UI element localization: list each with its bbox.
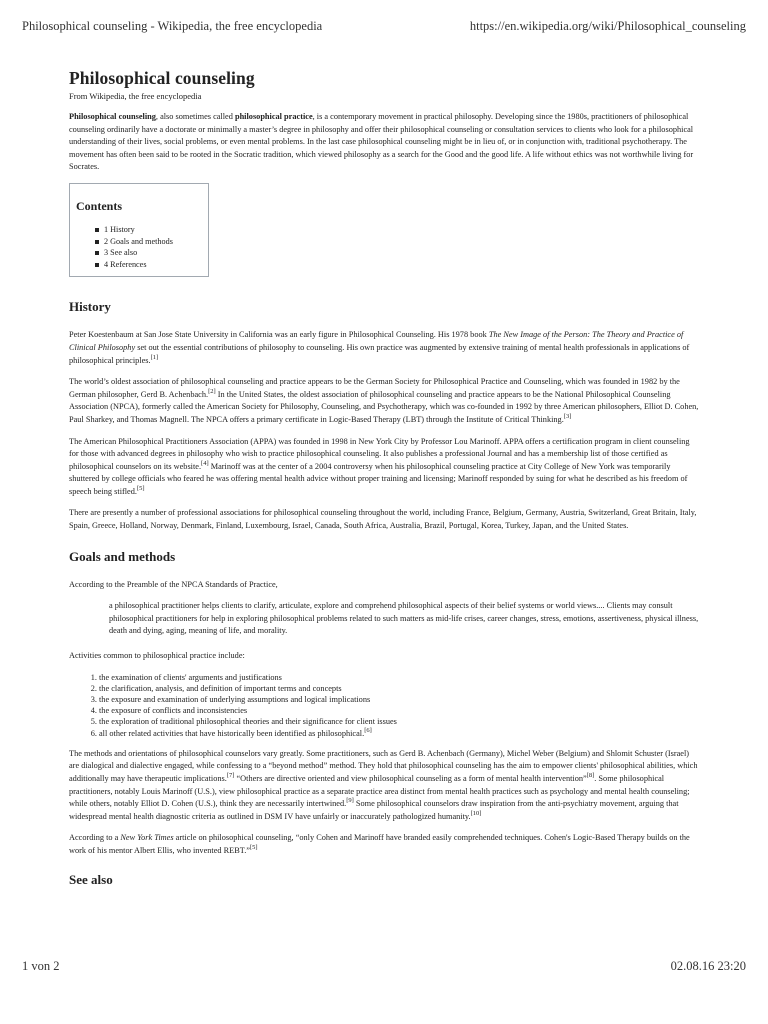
intro-paragraph: Philosophical counseling, also sometimes called philosophical practice, is a contemporary movement in practical philosophy. Developing since the 1980s, practitioners of philosophical counseling ordinarily have a doctorate or minimally a master’s degree in philosophy and offer their philosophical counseling or consultation services to clients who look for a philosophical understanding of their lives, social problems, or even mental problems. In the last case philosophical counseling might be in lieu of, or in conjunction with, traditional psychotherapy. The movement has often been said to be rooted in the Socratic tradition, which viewed philosophy as a search for the Good and the good life. A life without ethics was not worthwhile living for Socrates. [69,112,694,172]
print-header-title: Philosophical counseling - Wikipedia, the free encyclopedia [22,19,323,33]
toc-item-history[interactable]: 1 History [104,224,208,236]
activities-list [69,672,699,739]
toc-item-see-also[interactable]: 3 See also [104,247,208,259]
goals-heading: Goals and methods [69,548,176,564]
print-footer-page: 1 von 2 [22,959,60,973]
toc-item-goals[interactable]: 2 Goals and methods [104,236,208,248]
print-footer-timestamp: 02.08.16 23:20 [670,959,746,973]
goals-paragraph-3: The methods and orientations of philosophical counselors vary greatly. Some practitioners, such as Gerd B. Achenbach (Germany), Michel Weber (Belgium) and Shlomit Schuster (Israel) are dialogical and dialective engaged, while confessing to a “beyond method” method. They hold that philosophical counseling has the aim to empower clients' philosophical abilities, which additionally may have therapeutic implications.[7] “Others are directive oriented and view philosophical counseling as a form of mental health intervention”[8]. Some philosophical practitioners, notably Louis Marinoff (U.S.), view philosophical practice as a separate practice area distinct from mental health practices such as psychology and mental health counseling; while others, notably Elliot D. Cohen (U.S.), think they are necessarily intertwined.[9] Some philosophical counselors draw inspiration from the anti-psychiatry movement, arguing that widespread mental health diagnostic criteria as outlined in DSM IV have unfairly or inaccurately pathologized humanity.[10] [69,748,698,821]
reference-link[interactable]: [5] [136,485,145,493]
book-title: The New Image of the Person: The Theory and Practice of Clinical Philosophy [69,330,684,352]
reference-link[interactable]: [1] [150,353,159,361]
reference-link[interactable]: [6] [364,726,372,734]
table-of-contents [69,183,209,277]
list-item: 4. the exposure of conflicts and inconsistencies [99,705,699,716]
reference-link[interactable]: [9] [346,797,354,805]
goals-paragraph-1: According to the Preamble of the NPCA Standards of Practice, [69,579,278,589]
history-paragraph-3: The American Philosophical Practitioners Association (APPA) was founded in 1998 in New York City by Professor Lou Marinoff. APPA offers a certification program in client counseling for those with advanced degrees in philosophy who wish to practice philosophical counseling. It also publishes a professional Journal and has a membership list of those certified as philosophical counselors on its website.[4] Marinoff was at the center of a 2004 controversy when his philosophical counseling practice at City College of New York was temporarily shuttered by college officials who feared he was offering mental health advice without proper training and licensing; Marinoff responded by suing for what he described as his freedom of speech being stifled.[5] [69,436,690,496]
npca-quote: a philosophical practitioner helps clients to clarify, articulate, explore and comprehend philosophical aspects of their belief systems or world views.... Clients may consult philosophical practitioners for help in exploring philosophical problems related to such matters as mid-life crises, career changes, stress, emotions, assertiveness, physical illness, death and dying, aging, meaning of life, and morality. [109,601,699,636]
see-also-heading: See also [69,871,113,887]
toc-list [76,224,208,270]
history-paragraph-2: The world’s oldest association of philosophical counseling and practice appears to be the German Society for Philosophical Practice and Counseling, which was founded in 1982 by the German philosopher, Gerd B. Achenbach.[2] In the United States, the oldest association of philosophical counseling and practice appears to be the National Philosophical Counseling Association (NPCA), formerly called the American Society for Philosophy, Counseling, and Psychotherapy, which was co-founded in 1992 by three American philosophers, Elliot D. Cohen, Paul Sharkey, and Thomas Magnell. The NPCA offers a primary certificate in Logic-Based Therapy (LBT) through the Institute of Critical Thinking.[3] [69,377,699,424]
toc-item-references[interactable]: 4 References [104,259,208,271]
intro-term: Philosophical counseling [69,112,156,121]
goals-paragraph-4: According to a New York Times article on philosophical counseling, “only Cohen and Marinoff have branded easily comprehended techniques. Cohen's Logic-Based Therapy builds on the work of his mentor Albert Ellis, who invented REBT.”[5] [69,833,690,855]
reference-link[interactable]: [2] [208,387,216,395]
article-content [69,68,699,902]
reference-link[interactable]: [5] [249,844,258,852]
history-heading: History [69,299,111,315]
publication-name: New York Times [120,833,174,843]
intro-alt-term: philosophical practice [234,112,313,121]
goals-paragraph-2: Activities common to philosophical practice include: [69,651,245,661]
history-paragraph-1: Peter Koestenbaum at San Jose State University in California was an early figure in Philosophical Counseling. His 1978 book The New Image of the Person: The Theory and Practice of Clinical Philosophy set out the essential contributions of philosophy to counseling. His own practice was augmented by extensive training of mental health professionals in applications of philosophical principles.[1] [69,330,690,365]
list-item: 3. the exposure and examination of underlying assumptions and logical implications [99,694,699,705]
page-subtitle: From Wikipedia, the free encyclopedia [69,91,202,101]
reference-link[interactable]: [10] [470,810,482,818]
reference-link[interactable]: [4] [201,459,209,467]
history-paragraph-4: There are presently a number of professional associations for philosophical counseling throughout the world, including France, Belgium, Germany, Austria, Switzerland, Great Britain, Italy, Spain, Greece, Holland, Norway, Denmark, Finland, Luxembourg, Israel, Canada, South Africa, Australia, Brazil, Portugal, Korea, Turkey, Japan, and the United States. [69,508,697,531]
reference-link[interactable]: [7] [226,772,235,780]
page-title: Philosophical counseling [69,68,255,88]
list-item: 5. the exploration of traditional philosophical theories and their significance for client issues [99,716,699,727]
print-header-url: https://en.wikipedia.org/wiki/Philosophical_counseling [469,19,746,33]
list-item: 1. the examination of clients' arguments and justifications [99,672,699,683]
reference-link[interactable]: [3] [563,413,572,421]
list-item: 6. all other related activities that have historically been identified as philosophical.[6] [99,728,699,739]
toc-title: Contents [76,198,123,213]
list-item: 2. the clarification, analysis, and definition of important terms and concepts [99,683,699,694]
reference-link[interactable]: [8] [586,772,595,780]
